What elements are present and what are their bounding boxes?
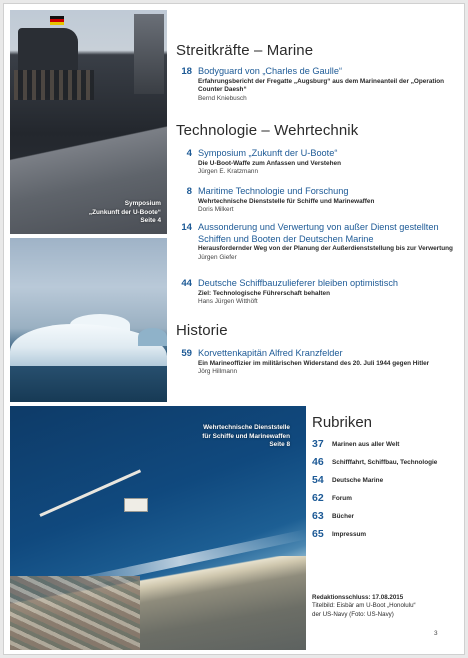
section-title-technologie: Technologie – Wehrtechnik [176,122,359,139]
rubrik-page-number: 63 [312,510,324,522]
photo1-caption: Symposium „Zunkunft der U-Boote“ Seite 4 [88,200,161,225]
rubrik-page-number: 46 [312,456,324,468]
rubrik-label: Schifffahrt, Schiffbau, Technologie [332,459,438,466]
ice-chunk [138,328,167,346]
rubrik-item[interactable] [312,528,462,542]
rubrik-label: Marinen aus aller Welt [332,441,400,448]
rubrik-label: Bücher [332,513,355,520]
rubrik-page-number: 65 [312,528,324,540]
cover-credit-continued: der US-Navy (Foto: US-Navy) [312,610,394,618]
photo3-caption: Wehrtechnische Dienststelle für Schiffe und Marinewaffen Seite 8 [202,424,290,449]
toc-entry-title: Symposium „Zukunft der U-Boote“ [198,148,338,158]
magazine-contents-page [3,3,465,655]
rubrik-item[interactable] [312,474,462,488]
deadline-note: Redaktionsschluss: 17.08.2015 [312,594,404,601]
toc-entry-author: Jürgen Giefer [198,253,237,261]
toc-entry-author: Hans Jürgen Witthöft [198,298,258,306]
toc-entry-subtitle: Herausfordernder Weg von der Planung der Außerdienststellung bis zur Verwertung [198,245,453,252]
section-title-historie: Historie [176,322,228,339]
section-title-streitkraefte: Streitkräfte – Marine [176,42,314,59]
rubrik-label: Forum [332,495,352,502]
rubrik-label: Impressum [332,531,367,538]
page-number: 3 [434,630,438,637]
toc-entry-subtitle: Wehrtechnische Dienststelle für Schiffe und Marinewaffen [198,197,375,205]
toc-entry-subtitle: Erfahrungsbericht der Fregatte „Augsburg“ aus dem Marineanteil der „Operation Counter Daesh“ [198,77,445,94]
toc-entry-subtitle: Die U-Boot-Waffe zum Anfassen und Verstehen [198,159,341,167]
ship-mast [134,14,164,94]
toc-page-number: 4 [186,148,192,159]
rubrik-item[interactable] [312,438,462,452]
toc-page-number: 44 [181,278,192,289]
toc-entry-title: Deutsche Schiffbauzulieferer bleiben optimistisch [198,278,399,288]
toc-entry-author: Bernd Kniebusch [198,94,247,102]
toc-entry-subtitle: Ziel: Technologische Führerschaft behalten [198,289,330,297]
toc-page-number: 18 [181,66,192,77]
rubrik-label: Deutsche Marine [332,477,384,484]
toc-entry-author: Jürgen E. Kratzmann [198,168,259,176]
toc-entry-subtitle: Ein Marineoffizier im militärischen Widerstand des 20. Juli 1944 gegen Hitler [198,359,430,367]
crowd-on-deck [14,70,94,100]
toc-entry-title: Maritime Technologie und Forschung [198,186,349,196]
toc-entry-title: Korvettenkapitän Alfred Kranzfelder [198,348,343,358]
toc-page-number: 14 [181,222,192,233]
submarine-photo [10,10,167,234]
rubrik-page-number: 37 [312,438,324,450]
toc-page-number: 8 [186,186,192,197]
rubrik-item[interactable] [312,492,462,506]
rubrik-item[interactable] [312,510,462,524]
rubrik-item[interactable] [312,456,462,470]
toc-page-number: 59 [181,348,192,359]
iceberg-photo [10,238,167,402]
section-title-rubriken: Rubriken [312,414,373,431]
rubrik-page-number: 62 [312,492,324,504]
editorial-footer [312,594,462,619]
pier-building [124,498,148,512]
toc-entry-title: Aussonderung und Verwertung von außer Dienst gestellten Schiffen und Booten der Deutschen Marine [198,222,439,244]
toc-entry-author: Doris Milkert [198,206,234,214]
rubrik-page-number: 54 [312,474,324,486]
cover-credit: Titelbild: Eisbär am U-Boot „Honolulu“ [312,602,416,610]
flag-icon [50,16,64,25]
sea-water [10,366,167,402]
toc-entry-author: Jörg Hillmann [198,368,238,376]
coastal-town [10,576,140,650]
aerial-coast-photo [10,406,306,650]
toc-entry-title: Bodyguard von „Charles de Gaulle“ [198,66,343,76]
